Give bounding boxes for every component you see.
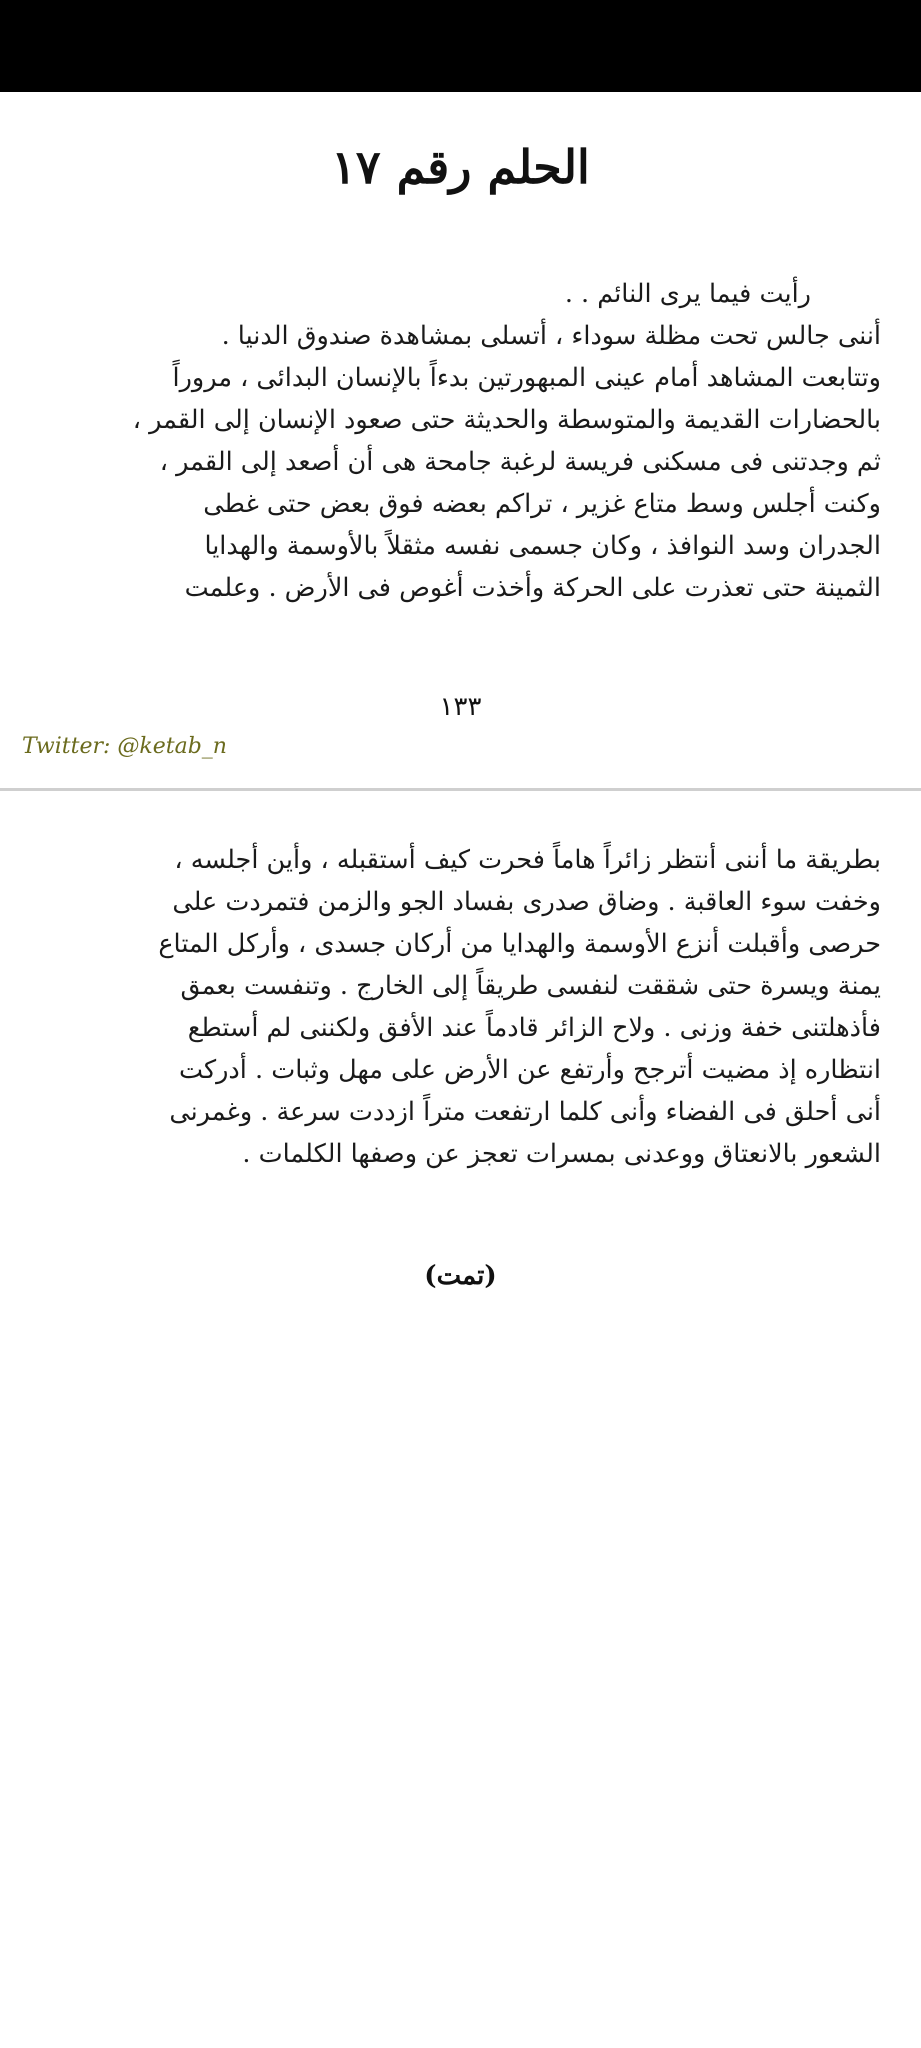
- text-line: فأذهلتنى خفة وزنى . ولاح الزائر قادماً عند الأفق ولكننى لم أستطع: [187, 1013, 881, 1043]
- text-line: وتتابعت المشاهد أمام عينى المبهورتين بدءاً بالإنسان البدائى ، مروراً: [172, 363, 881, 393]
- text-line: انتظاره إذ مضيت أترجح وأرتفع عن الأرض على مهل وثبات . أدركت: [178, 1055, 881, 1085]
- paragraph-top: [41, 273, 881, 609]
- text-line: رأيت فيما يرى النائم . .: [564, 279, 811, 309]
- text-line: الجدران وسد النوافذ ، وكان جسمى نفسه مثقلاً بالأوسمة والهدايا: [204, 531, 881, 561]
- watermark-text: Twitter: @ketab_n: [22, 734, 227, 759]
- text-line: حرصى وأقبلت أنزع الأوسمة والهدايا من أركان جسدى ، وأركل المتاع: [158, 929, 881, 959]
- book-page-top: [0, 92, 921, 788]
- text-line: بالحضارات القديمة والمتوسطة والحديثة حتى صعود الإنسان إلى القمر ،: [132, 405, 881, 435]
- page-number: ١٣٣: [439, 692, 482, 722]
- text-line: أنى أحلق فى الفضاء وأنى كلما ارتفعت متراً ازددت سرعة . وغمرنى: [169, 1097, 881, 1127]
- text-line: يمنة ويسرة حتى شققت لنفسى طريقاً إلى الخارج . وتنفست بعمق: [180, 971, 881, 1001]
- text-line: الثمينة حتى تعذرت على الحركة وأخذت أغوص فى الأرض . وعلمت: [184, 573, 881, 603]
- paragraph-bottom: [41, 839, 881, 1175]
- text-line: الشعور بالانعتاق ووعدنى بمسرات تعجز عن وصفها الكلمات .: [242, 1139, 881, 1169]
- page-title: الحلم رقم ١٧: [331, 140, 590, 194]
- text-line: وكنت أجلس وسط متاع غزير ، تراكم بعضه فوق بعض حتى غطى: [203, 489, 881, 519]
- text-line: وخفت سوء العاقبة . وضاق صدرى بفساد الجو والزمن فتمردت على: [172, 887, 881, 917]
- text-line: أننى جالس تحت مظلة سوداء ، أتسلى بمشاهدة صندوق الدنيا .: [221, 321, 881, 351]
- end-mark: (تمت): [424, 1261, 497, 1291]
- text-line: ثم وجدتنى فى مسكنى فريسة لرغبة جامحة هى أن أصعد إلى القمر ،: [159, 447, 881, 477]
- status-bar: [0, 0, 921, 92]
- text-line: بطريقة ما أننى أنتظر زائراً هاماً فحرت كيف أستقبله ، وأين أجلسه ،: [174, 845, 881, 875]
- book-page-bottom: [0, 791, 921, 2048]
